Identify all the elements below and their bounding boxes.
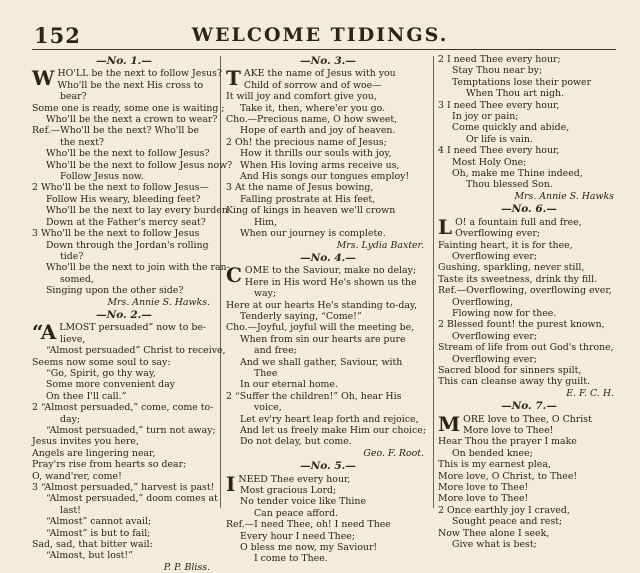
author-credit: P. P. Bliss.	[163, 561, 210, 573]
verse-line: last!	[60, 504, 81, 516]
column-middle	[226, 54, 430, 565]
verse-line: And we shall gather, Saviour, with	[240, 356, 403, 368]
verse-line: And let us freely make Him our choice;	[240, 425, 426, 436]
verse-line: 3 Who'll be the next to follow Jesus	[32, 228, 200, 240]
verse-line: Sought peace and rest;	[452, 516, 563, 528]
verse-line: the next?	[60, 136, 105, 148]
verse-line: “Almost persuaded” Christ to receive,	[46, 345, 226, 357]
verse-line: Down through the Jordan's rolling	[46, 239, 209, 251]
verse-line: How it thrills our souls with joy,	[240, 148, 392, 160]
verse-line: Falling prostrate at His feet,	[240, 193, 376, 205]
verse-line: Stream of life from out God's throne,	[438, 342, 614, 354]
verse-text: NEED Thee every hour,	[238, 473, 351, 485]
verse-line: 2 Oh! the precious name of Jesus;	[226, 136, 387, 148]
verse-line: Angels are lingering near,	[32, 447, 156, 459]
verse-line: Flowing now for thee.	[452, 307, 557, 319]
page-title: WELCOME TIDINGS.	[191, 24, 449, 46]
verse-line: More love to Thee!	[438, 493, 529, 505]
header-rule	[32, 49, 616, 50]
verse-line: Some one is ready, some one is waiting ;	[32, 102, 225, 114]
verse-line: “Almost” is but to fail;	[46, 527, 151, 539]
verse-text: O! a fountain full and free,	[455, 216, 582, 228]
column-left	[32, 54, 233, 573]
verse-line: On thee I'll call.”	[46, 390, 127, 402]
verse-line: 2 “Suffer the children!” Oh, hear His	[226, 390, 402, 402]
verse-text: OME to the Saviour, make no delay;	[244, 265, 417, 277]
verse-line: Do not delay, but come.	[240, 436, 352, 448]
verse-line: 3 I need Thee every hour,	[438, 99, 560, 111]
verse-line: Who'll be the next a crown to wear?	[46, 114, 218, 126]
verse-line: voice,	[254, 402, 282, 414]
verse-line: Down at the Father's mercy seat?	[46, 216, 206, 228]
verse-line: Here in His word He's shown us the	[244, 276, 417, 288]
verse-line: When from sin our hearts are pure	[240, 333, 406, 345]
verse-line: Who'll be the next to lay every burden	[46, 205, 228, 217]
verse-line: Jesus invites you here,	[32, 436, 139, 448]
verse-line: Who'll be the next to follow Jesus?	[46, 148, 210, 160]
verse-line: O, wand'rer, come!	[32, 470, 122, 482]
verse-line: More love to Thee!	[463, 425, 554, 436]
drop-cap: C	[226, 263, 242, 288]
verse-line: Ref.—Overflowing, overflowing ever,	[438, 285, 612, 297]
verse-line: Who'll be the next His cross to	[57, 79, 204, 91]
verse-line: and free;	[254, 345, 297, 357]
verse-line: On bended knee;	[452, 447, 533, 459]
verse-line: Oh, make me Thine indeed,	[452, 168, 583, 180]
verse-line: Hope of earth and joy of heaven.	[240, 125, 396, 137]
author-credit: Mrs. Lydia Baxter.	[336, 239, 424, 251]
verse-first-line	[438, 411, 620, 436]
drop-cap: I	[226, 471, 236, 496]
drop-cap: “A	[32, 320, 57, 345]
verse-line: Follow His weary, bleeding feet?	[46, 193, 201, 205]
verse-line: “Go, Spirit, go thy way,	[46, 367, 156, 379]
verse-line: Overflowing ever;	[452, 353, 537, 365]
verse-line: Pray'rs rise from hearts so dear;	[32, 459, 187, 471]
verse-line: More love, O Christ, to Thee!	[438, 470, 578, 482]
drop-cap: W	[32, 66, 55, 91]
hymn-number-heading: —No. 7.—	[501, 400, 557, 413]
drop-cap: M	[438, 411, 461, 436]
verse-line: It will joy and comfort give you,	[226, 91, 377, 103]
verse-text: AKE the name of Jesus with you	[243, 68, 396, 80]
verse-line: lieve,	[60, 333, 86, 345]
verse-line: Here at our hearts He's standing to-day,	[226, 299, 417, 311]
verse-line: Taste its sweetness, drink thy fill.	[438, 273, 598, 285]
verse-line: In joy or pain;	[452, 111, 519, 123]
verse-line: 3 “Almost persuaded,” harvest is past!	[32, 482, 215, 494]
verse-line: Every hour I need Thee;	[240, 530, 355, 542]
verse-line: somed,	[60, 273, 94, 285]
verse-line: Let ev'ry heart leap forth and rejoice,	[240, 413, 419, 425]
verse-line: Singing upon the other side?	[46, 285, 184, 297]
verse-line: 3 At the name of Jesus bowing,	[226, 182, 374, 194]
verse-line: 2 I need Thee every hour;	[438, 54, 561, 65]
verse-line: In our eternal home.	[240, 379, 338, 391]
column-right	[438, 54, 620, 550]
drop-cap: T	[226, 66, 241, 91]
verse-line: 2 Who'll be the next to follow Jesus—	[32, 182, 209, 194]
verse-line: Fainting heart, it is for thee,	[438, 239, 573, 251]
verse-line: When His loving arms receive us,	[240, 159, 400, 171]
verse-line: 2 Once earthly joy I craved,	[438, 504, 570, 516]
verse-line: “Almost” cannot avail;	[46, 516, 152, 528]
verse-line: No tender voice like Thine	[240, 496, 366, 508]
hymn-number-heading: —No. 1.—	[96, 55, 152, 67]
verse-line: When our journey is complete.	[240, 228, 386, 240]
hymn-number-heading: —No. 6.—	[501, 203, 557, 216]
verse-line: Or life is vain.	[466, 133, 533, 145]
verse-line: Hear Thou the prayer I make	[438, 436, 577, 448]
verse-line: Sad, sad, that bitter wail:	[32, 539, 153, 551]
verse-line: This can cleanse away thy guilt.	[438, 376, 591, 388]
verse-line: I come to Thee.	[254, 553, 328, 565]
page-number: 152	[34, 23, 81, 48]
verse-line: Seems now some soul to say:	[32, 356, 171, 368]
verse-line: bear?	[60, 91, 87, 103]
verse-line: Stay Thou near by;	[452, 65, 543, 77]
drop-cap: L	[438, 214, 453, 239]
verse-line: Cho.—Precious name, O how sweet,	[226, 114, 398, 126]
verse-line: Gushing, sparkling, never still,	[438, 262, 585, 274]
verse-line: “Almost, but lost!”	[46, 550, 133, 562]
verse-line: Him,	[254, 216, 278, 228]
verse-line: King of kings in heaven we'll crown	[226, 205, 396, 217]
author-credit: Mrs. Annie S. Hawks	[514, 190, 614, 202]
verse-line: Sacred blood for sinners spilt,	[438, 364, 582, 376]
verse-line: Ref.—I need Thee, oh! I need Thee	[226, 519, 391, 531]
verse-line: Who'll be the next to join with the ran-	[46, 262, 230, 274]
author-credit: Mrs. Annie S. Hawks.	[107, 296, 210, 308]
column-divider-left	[220, 56, 221, 508]
verse-line: Come quickly and abide,	[452, 122, 570, 134]
verse-line: Temptations lose their power	[452, 76, 592, 88]
verse-text: HO'LL be the next to follow Jesus?	[57, 68, 222, 80]
verse-line: Child of sorrow and of woe—	[243, 79, 382, 91]
verse-line: And His songs our tongues employ!	[240, 171, 410, 183]
verse-line: 2 “Almost persuaded,” come, come to-	[32, 402, 214, 414]
verse-line: way;	[254, 288, 277, 300]
verse-line: Some more convenient day	[46, 379, 176, 391]
verse-line: Take it, then, where'er you go.	[240, 102, 386, 114]
verse-line: Most gracious Lord;	[240, 485, 337, 497]
verse-line: Ref.—Who'll be the next? Who'll be	[32, 125, 199, 137]
verse-text: ORE love to Thee, O Christ	[463, 413, 592, 425]
verse-line: Most Holy One;	[452, 156, 527, 168]
verse-line: tide?	[60, 250, 84, 262]
hymn-number-heading: —No. 5.—	[300, 460, 356, 473]
verse-line: Thou blessed Son.	[466, 179, 553, 191]
verse-line: Overflowing ever;	[452, 250, 537, 262]
verse-line: day;	[60, 413, 81, 425]
verse-line: Give what is best;	[452, 539, 537, 551]
verse-line: “Almost persuaded,” turn not away;	[46, 425, 216, 436]
hymn-number-heading: —No. 4.—	[300, 251, 356, 264]
verse-line: O bless me now, my Saviour!	[240, 542, 378, 554]
verse-line: Now Thee alone I seek,	[438, 527, 550, 539]
verse-line: Tenderly saying, “Come!”	[240, 310, 362, 322]
author-credit: Geo. F. Root.	[363, 447, 424, 459]
column-divider-right	[433, 56, 434, 508]
verse-text: LMOST persuaded” now to be-	[59, 322, 207, 334]
verse-line: This is my earnest plea,	[438, 459, 551, 471]
hymn-number-heading: —No. 3.—	[300, 55, 356, 67]
verse-line: Overflowing ever;	[455, 228, 541, 240]
verse-line: Follow Jesus now.	[60, 171, 144, 183]
verse-line: Cho.—Joyful, joyful will the meeting be,	[226, 322, 415, 334]
verse-line: “Almost persuaded,” doom comes at	[46, 493, 218, 505]
verse-line: When Thou art nigh.	[466, 88, 565, 100]
verse-line: Overflowing ever;	[452, 330, 537, 342]
verse-line: Can peace afford.	[254, 507, 339, 519]
verse-line: Overflowing,	[452, 296, 513, 308]
verse-line: More love to Thee!	[438, 482, 529, 494]
author-credit: E. F. C. H.	[566, 387, 614, 399]
verse-line: 4 I need Thee every hour,	[438, 145, 560, 157]
verse-line: 2 Blessed fount! the purest known,	[438, 319, 605, 331]
verse-line: Thee	[254, 367, 278, 379]
verse-line: Who'll be the next to follow Jesus now?	[46, 159, 233, 171]
hymn-number-heading: —No. 2.—	[96, 308, 152, 321]
